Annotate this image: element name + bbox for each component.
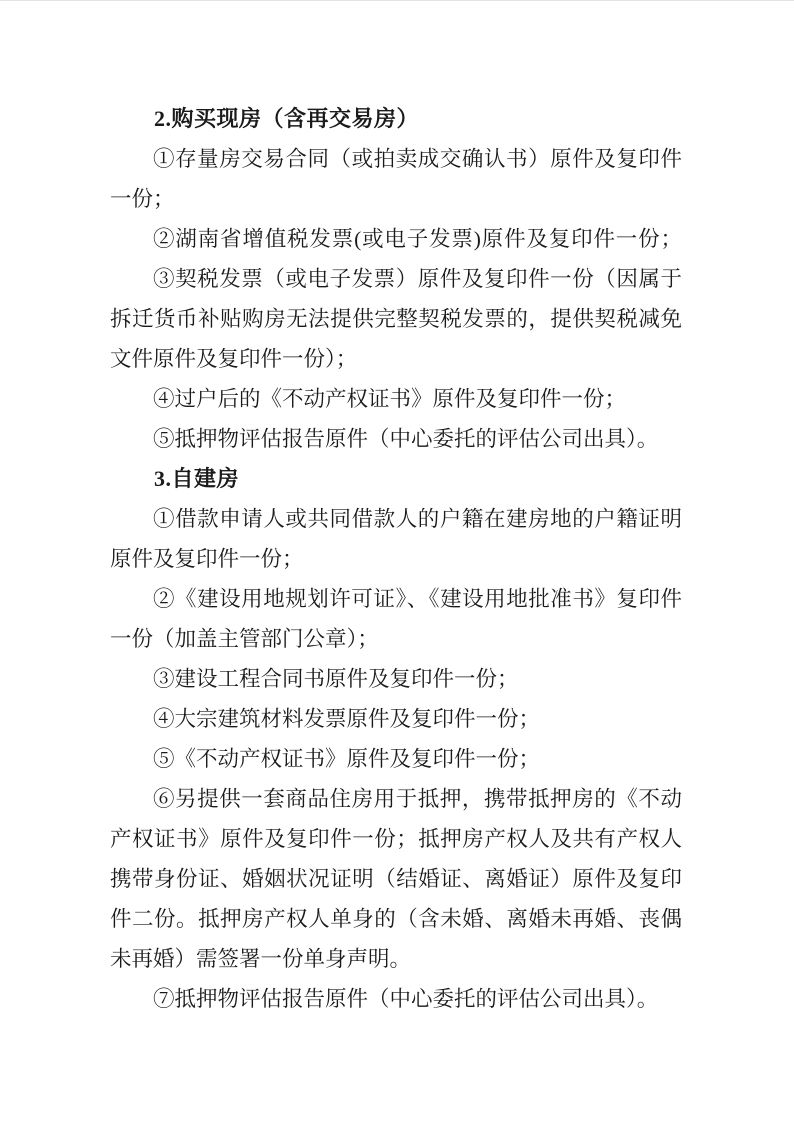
- item-self-built-3: ③建设工程合同书原件及复印件一份；: [153, 667, 519, 691]
- document-body: [110, 99, 682, 1019]
- item-existing-home-2: ②湖南省增值税发票(或电子发票)原件及复印件一份；: [153, 227, 682, 251]
- item-self-built-4: ④大宗建筑材料发票原件及复印件一份；: [153, 707, 541, 731]
- item-existing-home-4: ④过户后的《不动产权证书》原件及复印件一份；: [153, 387, 627, 411]
- item-self-built-5: ⑤《不动产权证书》原件及复印件一份；: [153, 747, 541, 771]
- section-heading-self-built-home: 3.自建房: [154, 466, 240, 491]
- item-existing-home-3: ③契税发票（或电子发票）原件及复印件一份（因属于拆迁货币补贴购房无法提供完整契税发票的，提供契税减免文件原件及复印件一份）；: [110, 267, 682, 371]
- item-self-built-1: ①借款申请人或共同借款人的户籍在建房地的户籍证明原件及复印件一份；: [110, 507, 682, 571]
- item-self-built-7: ⑦抵押物评估报告原件（中心委托的评估公司出具）。: [153, 987, 659, 1011]
- section-self-built-home: [110, 459, 682, 1019]
- item-existing-home-5: ⑤抵押物评估报告原件（中心委托的评估公司出具）。: [153, 427, 659, 451]
- item-self-built-2: ②《建设用地规划许可证》、《建设用地批准书》复印件一份（加盖主管部门公章）；: [110, 587, 682, 651]
- section-purchase-existing-home: [110, 99, 682, 459]
- page-top-edge-line: [0, 0, 794, 1]
- item-existing-home-1: ①存量房交易合同（或拍卖成交确认书）原件及复印件一份；: [110, 147, 682, 211]
- section-heading-existing-home: 2.购买现房（含再交易房）: [154, 106, 420, 131]
- item-self-built-6: ⑥另提供一套商品住房用于抵押，携带抵押房的《不动产权证书》原件及复印件一份；抵押房产权人及共有产权人携带身份证、婚姻状况证明（结婚证、离婚证）原件及复印件二份。抵押房产权人单身的（含未婚、离婚未再婚、丧偶未再婚）需签署一份单身声明。: [110, 787, 682, 971]
